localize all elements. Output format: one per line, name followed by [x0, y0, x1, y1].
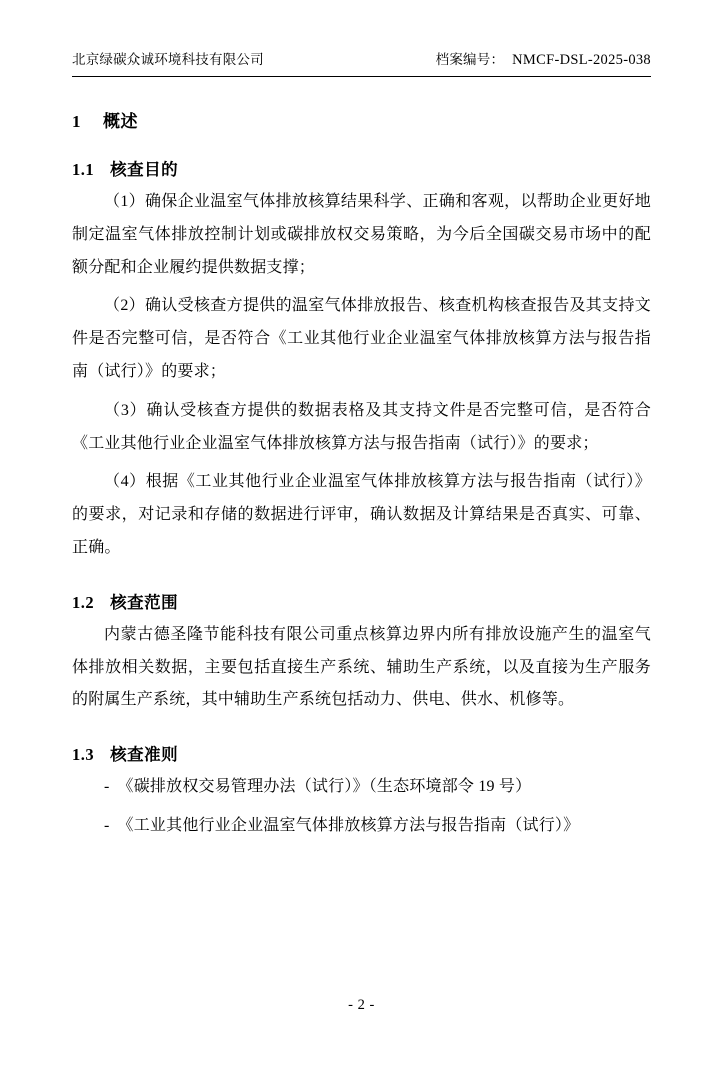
list-item: [72, 771, 651, 804]
section-heading-1-3: [72, 741, 651, 765]
list-item-text: 《碳排放权交易管理办法（试行）》（生态环境部令 19 号）: [117, 778, 532, 796]
page-footer: - 2 -: [348, 997, 375, 1013]
section-heading-1-1: [72, 156, 651, 180]
section-number-1-2: 1.2: [72, 592, 95, 612]
archive-label: 档案编号：: [435, 52, 505, 67]
chapter-title: 概述: [103, 112, 138, 131]
list-item: [72, 810, 651, 843]
archive-code: NMCF-DSL-2025-038: [512, 52, 651, 68]
paragraph: （4）根据《工业其他行业企业温室气体排放核算方法与报告指南（试行）》的要求，对记录和存储的数据进行评审，确认数据及计算结果是否真实、可靠、正确。: [72, 473, 651, 556]
list-item-text: 《工业其他行业企业温室气体排放核算方法与报告指南（试行）》: [117, 816, 580, 834]
paragraph: （3）确认受核查方提供的数据表格及其支持文件是否完整可信，是否符合《工业其他行业企业温室气体排放核算方法与报告指南（试行）》的要求；: [72, 401, 651, 452]
section-title-1-2: 核查范围: [110, 592, 179, 612]
paragraph: 内蒙古德圣隆节能科技有限公司重点核算边界内所有排放设施产生的温室气体排放相关数据，主要包括直接生产系统、辅助生产系统，以及直接为生产服务的附属生产系统，其中辅助生产系统包括动力、供电、供水、机修等。: [72, 625, 651, 709]
header-company-name: 北京绿碳众诚环境科技有限公司: [72, 52, 264, 67]
paragraph: （2）确认受核查方提供的温室气体排放报告、核查机构核查报告及其支持文件是否完整可信，是否符合《工业其他行业企业温室气体排放核算方法与报告指南（试行）》的要求；: [72, 297, 651, 380]
bullet-dash: -: [104, 816, 110, 834]
section-title-1-1: 核查目的: [110, 160, 179, 179]
page-header: [72, 48, 651, 77]
document-page: [0, 48, 723, 1072]
section-title-1-3: 核查准则: [110, 745, 179, 765]
section-number-1-1: 1.1: [72, 160, 95, 179]
section-heading-1-2: [72, 589, 651, 613]
chapter-number: 1: [72, 112, 81, 131]
section-number-1-3: 1.3: [72, 745, 95, 765]
chapter-heading: [72, 107, 651, 132]
bullet-dash: -: [104, 778, 110, 796]
header-archive: [436, 48, 651, 69]
paragraph: （1）确保企业温室气体排放核算结果科学、正确和客观，以帮助企业更好地制定温室气体排放控制计划或碳排放权交易策略，为今后全国碳交易市场中的配额分配和企业履约提供数据支撑；: [72, 193, 651, 276]
